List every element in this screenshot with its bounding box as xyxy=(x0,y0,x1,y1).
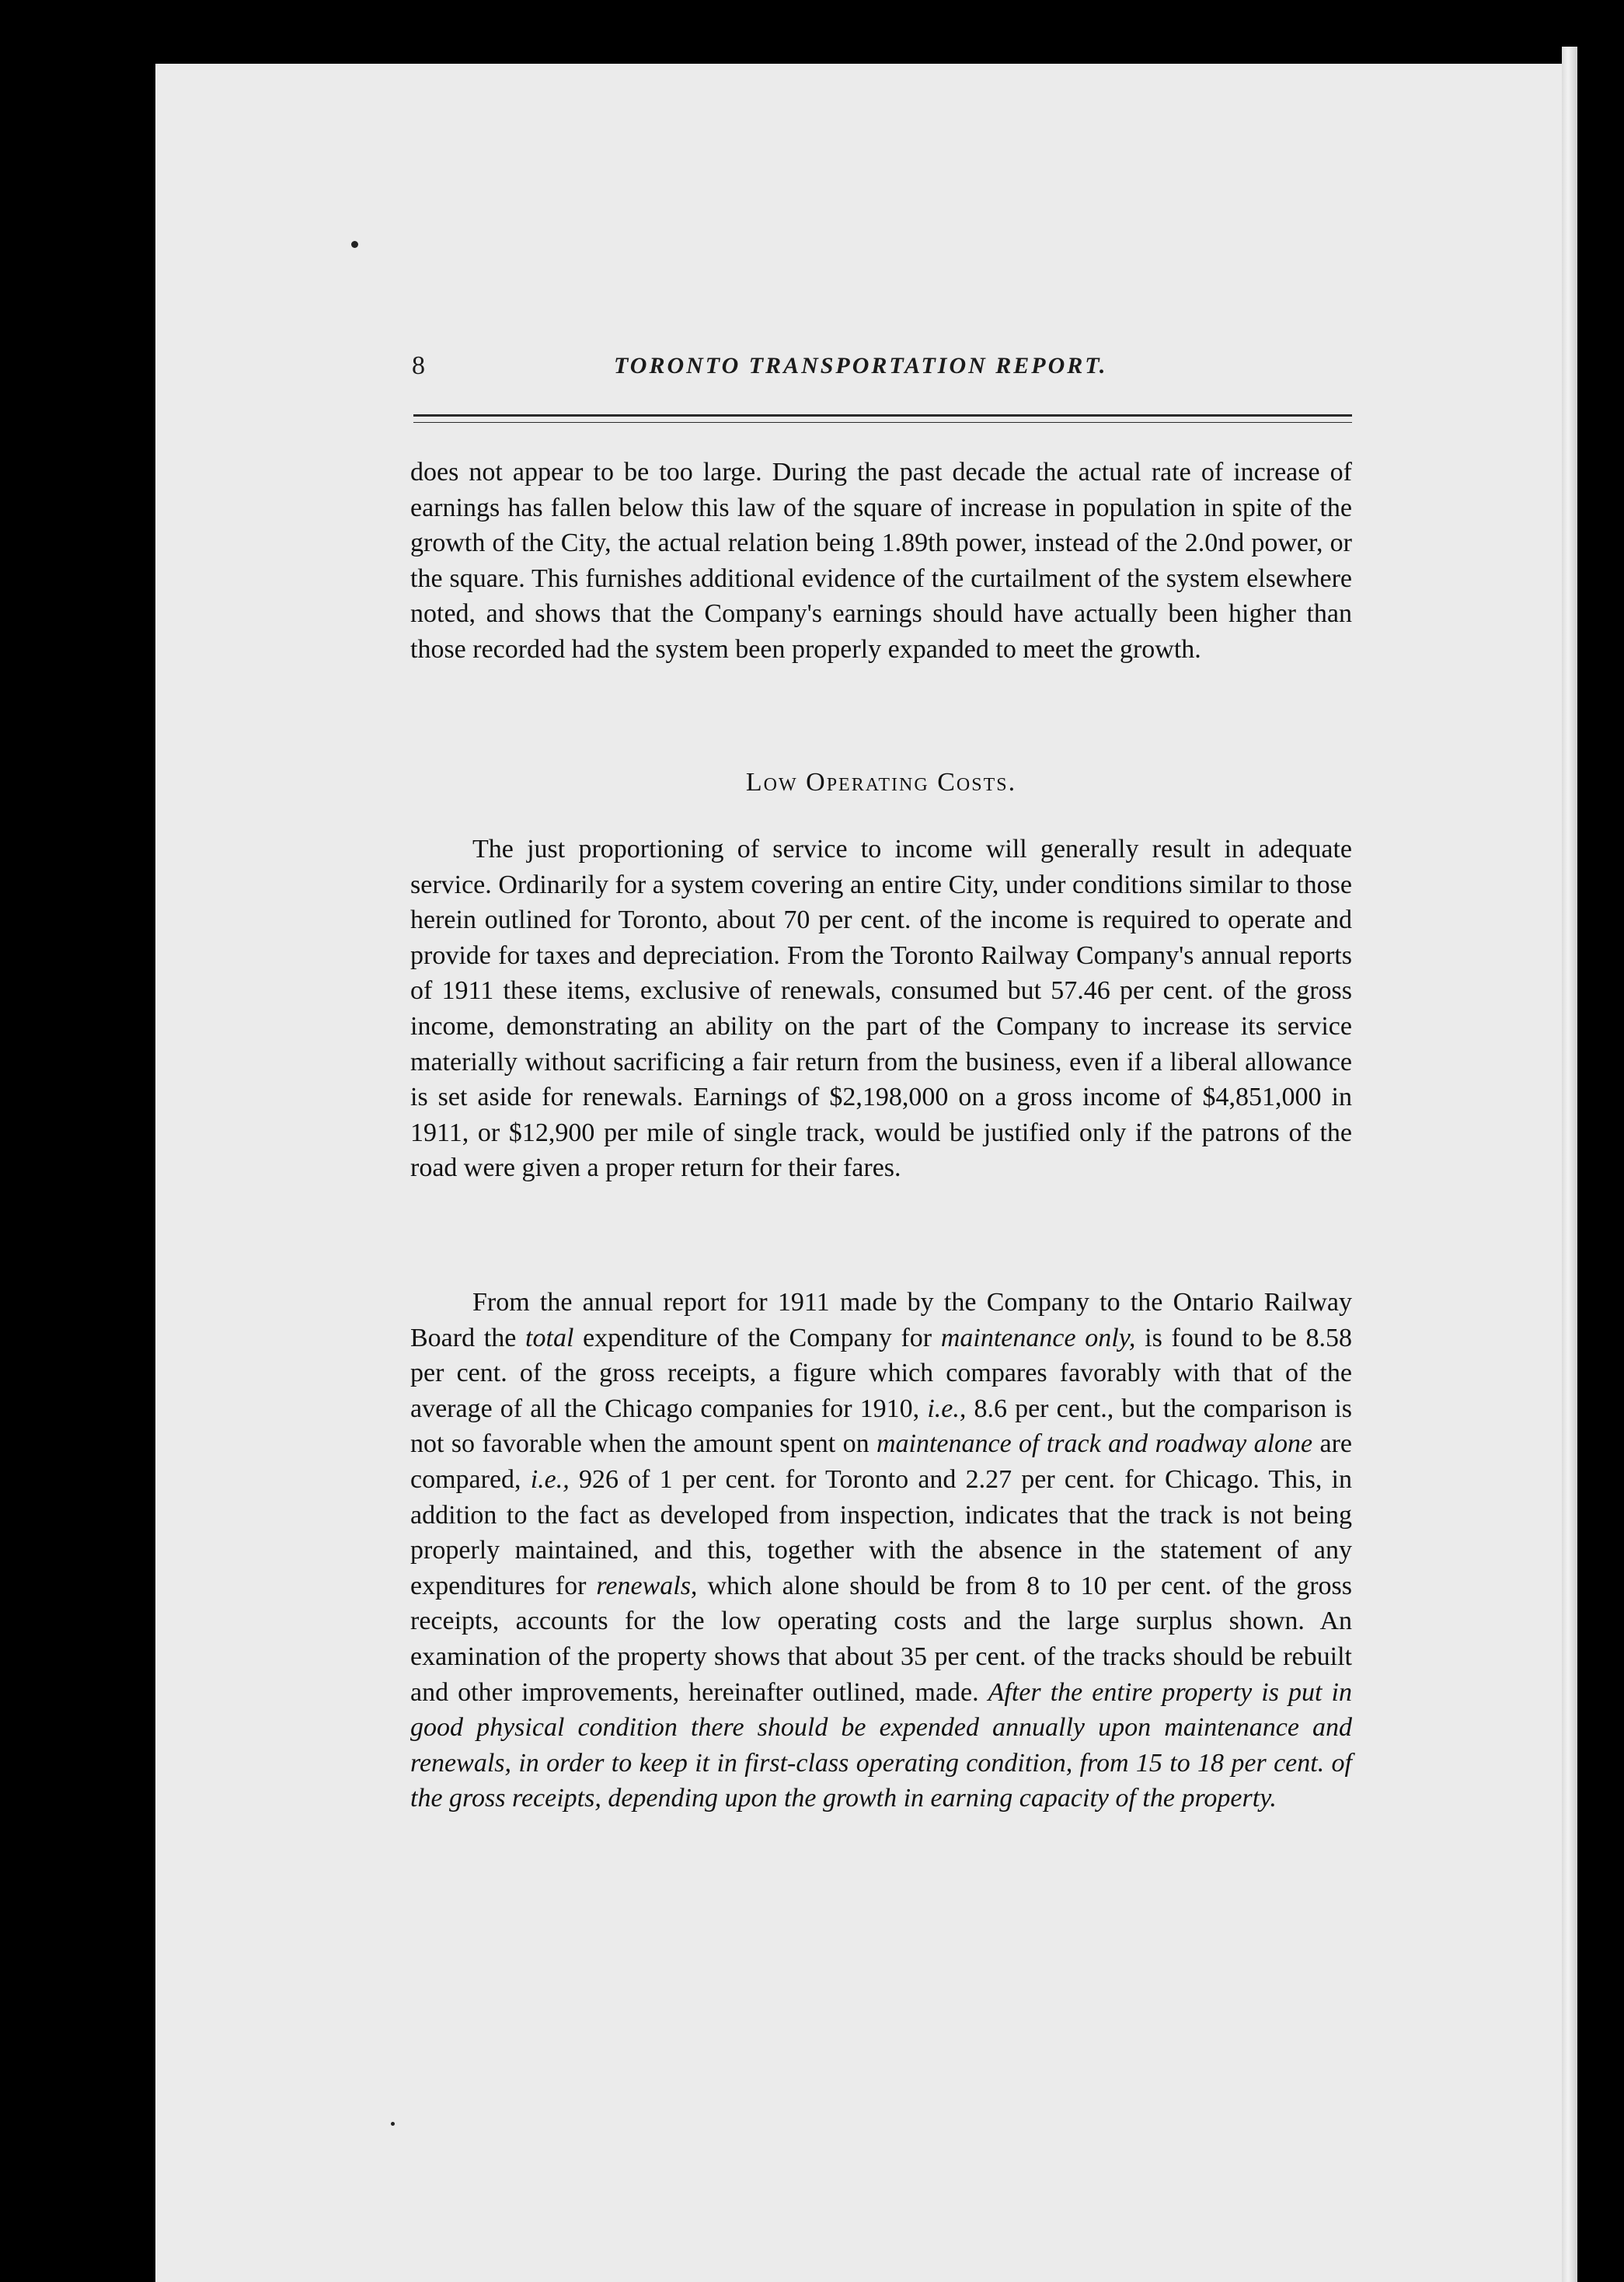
page-edge xyxy=(1562,47,1577,2282)
paragraph-3 xyxy=(410,1285,1352,1816)
text-run: are compared, xyxy=(410,1429,1352,1494)
text-run: 926 of 1 per cent. for Toronto and 2.27 per cent. for Chicago. This, in addition to the fact as developed from inspection, indicates that the track is not being properly maintained, and this, together with the absence in the statement of any expenditures for xyxy=(410,1464,1352,1600)
section-heading: Low Operating Costs. xyxy=(745,768,1017,797)
italic-run: maintenance of track and roadway alone xyxy=(876,1429,1313,1459)
paragraph-1: does not appear to be too large. During the past decade the actual rate of increase of earnings has fallen below this law of the square of increase in population in spite of the growth of the City, the actual relation being 1.89th power, instead of the 2.0nd power, or the square. This furnishes additional evidence of the curtailment of the system elsewhere noted, and shows that the Company's earnings should have actually been higher than those recorded had the system been properly expanded to meet the growth. xyxy=(410,458,1352,664)
header-rule-thin xyxy=(413,422,1352,423)
italic-run: After the entire property is put in good physical condition there should be expended annually upon maintenance and renewals, in order to keep it in first-class operating condition, from 15 to 18 per cent. of the gross receipts, depending upon the growth in earning capacity of the property. xyxy=(410,1677,1352,1813)
italic-run: maintenance only, xyxy=(940,1323,1136,1352)
italic-run: i.e., xyxy=(927,1394,967,1423)
page-header xyxy=(412,351,1352,398)
text-run: is found to be 8.58 per cent. of the gross receipts, a figure which compares favorably with that of the average of all the Chicago companies for 1910, xyxy=(410,1323,1352,1423)
text-run: 8.6 per cent., but the comparison is not so favorable when the amount spent on xyxy=(410,1394,1352,1459)
text-run: From the annual report for 1911 made by the Company to the Ontario Railway Board the xyxy=(410,1288,1352,1352)
header-rule xyxy=(413,414,1352,417)
text-run: expenditure of the Company for xyxy=(573,1323,941,1352)
italic-run: total xyxy=(525,1323,574,1352)
paragraph-2: The just proportioning of service to income will generally result in adequate service. Ordinarily for a system covering an entire City, under conditions similar to those herein outlined for Toronto, about 70 per cent. of the income is required to operate and provide for taxes and depreciation. From the Toronto Railway Company's annual reports of 1911 these items, exclusive of renewals, consumed but 57.46 per cent. of the gross income, demonstrating an ability on the part of the Company to increase its service materially without sacrificing a fair return from the business, even if a liberal allowance is set aside for renewals. Earnings of $2,198,000 on a gross income of $4,851,000 in 1911, or $12,900 per mile of single track, would be justified only if the patrons of the road were given a proper return for their fares. xyxy=(410,835,1352,1183)
running-title: TORONTO TRANSPORTATION REPORT. xyxy=(614,353,1108,379)
ink-speck xyxy=(391,2122,395,2126)
italic-run: renewals, xyxy=(596,1571,698,1600)
page-number: 8 xyxy=(412,351,425,380)
ink-speck xyxy=(351,241,358,248)
text-run: which alone should be from 8 to 10 per cent. of the gross receipts, accounts for the low operating costs and the large surplus shown. An examination of the property shows that about 35 per cent. of the tracks should be rebuilt and other improvements, hereinafter outlined, made. xyxy=(410,1571,1352,1707)
italic-run: i.e., xyxy=(530,1464,570,1494)
